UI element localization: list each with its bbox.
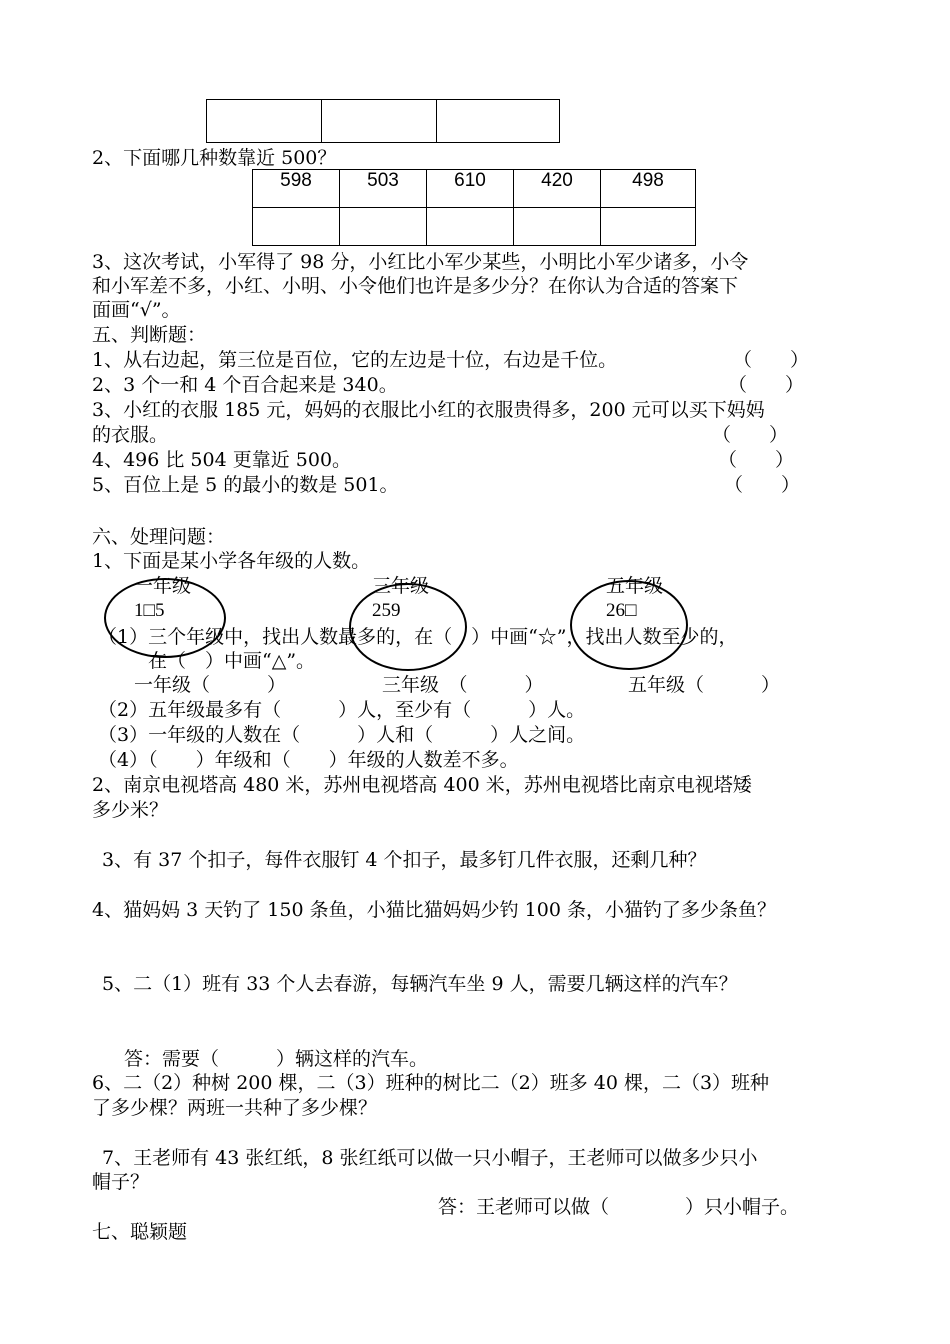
judge-bracket[interactable]: （ ）	[712, 424, 789, 446]
judge-item: 5、百位上是 5 的最小的数是 501。	[92, 474, 399, 496]
section7-heading: 七、聪颖题	[92, 1221, 188, 1243]
problem-text: 7、王老师有 43 张红纸，8 张红纸可以做一只小帽子，王老师可以做多少只小	[102, 1147, 758, 1169]
problem-text: 3、有 37 个扣子，每件衣服钉 4 个扣子，最多钉几件衣服，还剩几种？	[102, 849, 707, 871]
sub-question: （4）（ ）年级和（ ）年级的人数差不多。	[98, 749, 519, 771]
section5-heading: 五、判断题：	[92, 324, 207, 346]
grade-name: 五年级	[606, 575, 664, 597]
q2-title: 2、下面哪几种数靠近 500？	[92, 147, 337, 169]
answer-cell[interactable]	[340, 208, 427, 246]
judge-item: 1、从右边起，第三位是百位，它的左边是十位，右边是千位。	[92, 349, 618, 371]
problem-text: 帽子？	[92, 1171, 150, 1193]
number-cell: 498	[601, 170, 696, 208]
problem-text: 4、猫妈妈 3 天钓了 150 条鱼，小猫比猫妈妈少钓 100 条，小猫钓了多少条鱼？	[92, 899, 776, 921]
sub-question: （2）五年级最多有（ ）人，至少有（ ）人。	[98, 699, 586, 721]
top-answer-table	[206, 99, 560, 143]
p1-intro: 1、下面是某小学各年级的人数。	[92, 550, 371, 572]
number-cell: 503	[340, 170, 427, 208]
answer-cell[interactable]	[427, 208, 514, 246]
section6-heading: 六、处理问题：	[92, 526, 226, 548]
table-cell	[437, 100, 560, 143]
q3-line: 3、这次考试，小军得了 98 分，小红比小军少某些，小明比小军少诸多，小令	[92, 251, 749, 273]
answer-cell[interactable]	[253, 208, 340, 246]
grade-count: 26□	[606, 600, 637, 621]
answer-cell[interactable]	[514, 208, 601, 246]
answer-grade[interactable]: 五年级（ ）	[628, 674, 781, 696]
judge-bracket[interactable]: （ ）	[733, 349, 810, 371]
grade-count: 1□5	[134, 600, 165, 621]
sub-question: （3）一年级的人数在（ ）人和（ ）人之间。	[98, 724, 586, 746]
judge-bracket[interactable]: （ ）	[728, 374, 805, 396]
answer-grade[interactable]: 一年级（ ）	[134, 674, 287, 696]
number-cell: 598	[253, 170, 340, 208]
problem-text: 2、南京电视塔高 480 米，苏州电视塔高 400 米，苏州电视塔比南京电视塔矮	[92, 774, 752, 796]
number-cell: 420	[514, 170, 601, 208]
judge-item: 的衣服。	[92, 424, 169, 446]
number-cell: 610	[427, 170, 514, 208]
answer-line: 答：王老师可以做（ ）只小帽子。	[438, 1196, 800, 1218]
judge-bracket[interactable]: （ ）	[718, 449, 795, 471]
q2-number-table	[252, 169, 696, 246]
judge-item: 4、496 比 504 更靠近 500。	[92, 449, 352, 471]
q3-line: 和小军差不多，小红、小明、小令他们也许是多少分？在你认为合适的答案下	[92, 275, 739, 297]
q3-line: 面画“√”。	[92, 299, 181, 321]
judge-item: 3、小红的衣服 185 元，妈妈的衣服比小红的衣服贵得多，200 元可以买下妈妈	[92, 399, 765, 421]
grade-name: 三年级	[372, 575, 430, 597]
answer-cell[interactable]	[601, 208, 696, 246]
grade-count: 259	[372, 600, 401, 621]
table-cell	[322, 100, 437, 143]
answer-grade[interactable]: 三年级 （ ）	[382, 674, 544, 696]
problem-text: 6、二（2）种树 200 棵，二（3）班种的树比二（2）班多 40 棵，二（3）班种	[92, 1072, 770, 1094]
problem-text: 多少米？	[92, 799, 169, 821]
judge-item: 2、3 个一和 4 个百合起来是 340。	[92, 374, 398, 396]
table-cell	[207, 100, 322, 143]
answer-line: 答：需要（ ）辆这样的汽车。	[124, 1048, 429, 1070]
problem-text: 5、二（1）班有 33 个人去春游，每辆汽车坐 9 人，需要几辆这样的汽车？	[102, 973, 738, 995]
problem-text: 了多少棵？两班一共种了多少棵？	[92, 1097, 378, 1119]
sub-question: 在（ ）中画“△”。	[148, 650, 316, 672]
judge-bracket[interactable]: （ ）	[724, 474, 801, 496]
sub-question: （1）三个年级中，找出人数最多的，在（ ）中画“☆”，找出人数至少的，	[98, 626, 738, 648]
grade-name: 一年级	[134, 575, 192, 597]
